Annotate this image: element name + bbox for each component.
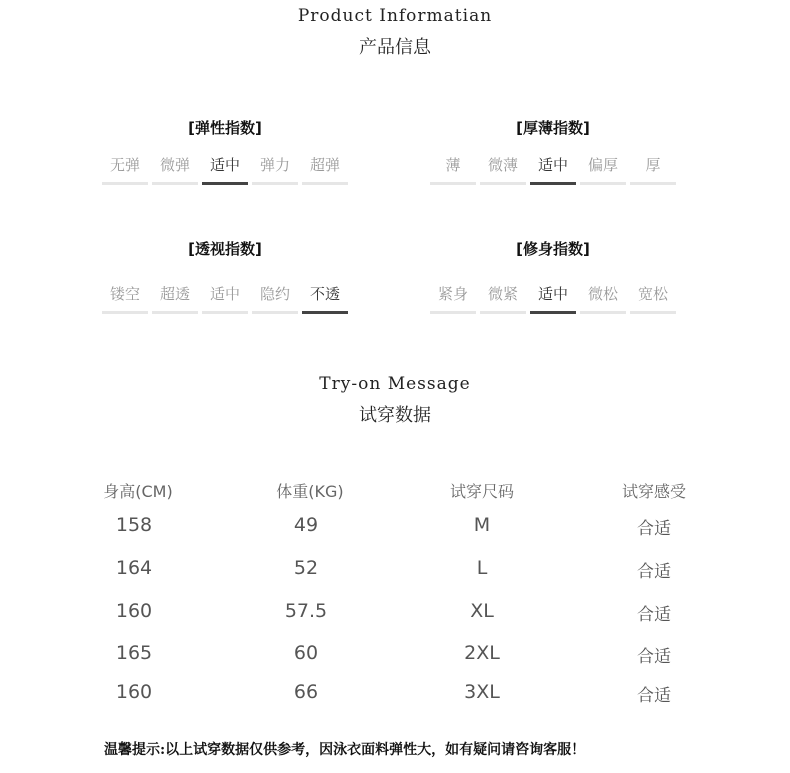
option-item: 微松 xyxy=(580,283,626,314)
transparency-group xyxy=(102,238,348,314)
option-item: 超弹 xyxy=(302,154,348,185)
cell-size: 2XL xyxy=(464,642,500,664)
option-scale xyxy=(102,283,348,314)
cell-height: 160 xyxy=(115,681,153,703)
cell-size: XL xyxy=(470,600,494,622)
cell-height: 165 xyxy=(115,642,153,664)
option-scale xyxy=(430,283,676,314)
table-row xyxy=(78,514,714,539)
cell-weight: 66 xyxy=(293,681,319,703)
group-title: [弹性指数] xyxy=(188,119,262,137)
group-title: [透视指数] xyxy=(188,240,262,258)
cell-size: M xyxy=(473,514,491,536)
cell-weight: 60 xyxy=(293,642,319,664)
option-item-selected: 不透 xyxy=(302,283,348,314)
table-row xyxy=(78,557,714,582)
cell-feeling: 合适 xyxy=(637,519,671,539)
option-item: 厚 xyxy=(630,154,676,185)
option-item: 紧身 xyxy=(430,283,476,314)
tryon-title-cn: 试穿数据 xyxy=(359,405,431,426)
cell-feeling: 合适 xyxy=(637,686,671,706)
table-row xyxy=(78,600,714,625)
option-item: 微弹 xyxy=(152,154,198,185)
header-size: 试穿尺码 xyxy=(449,482,514,501)
cell-height: 160 xyxy=(115,600,153,622)
option-item: 微紧 xyxy=(480,283,526,314)
tryon-table xyxy=(78,479,714,502)
footnote: 温馨提示:以上试穿数据仅供参考，因泳衣面料弹性大，如有疑问请咨询客服！ xyxy=(104,742,586,758)
option-item-selected: 适中 xyxy=(530,283,576,314)
option-scale xyxy=(102,154,348,185)
cell-feeling: 合适 xyxy=(637,605,671,625)
cell-feeling: 合适 xyxy=(637,647,671,667)
option-item: 隐约 xyxy=(252,283,298,314)
option-item: 超透 xyxy=(152,283,198,314)
option-item: 适中 xyxy=(202,283,248,314)
group-title: [修身指数] xyxy=(516,240,590,258)
tryon-title-en: Try-on Message xyxy=(319,374,471,394)
option-item-selected: 适中 xyxy=(530,154,576,185)
cell-size: L xyxy=(476,557,488,579)
option-item: 宽松 xyxy=(630,283,676,314)
cell-height: 164 xyxy=(115,557,153,579)
cell-size: 3XL xyxy=(464,681,500,703)
table-row xyxy=(78,642,714,667)
cell-weight: 49 xyxy=(293,514,319,536)
option-item: 微薄 xyxy=(480,154,526,185)
cell-weight: 57.5 xyxy=(284,600,328,622)
elasticity-group xyxy=(102,117,348,185)
option-item: 弹力 xyxy=(252,154,298,185)
option-item: 薄 xyxy=(430,154,476,185)
cell-height: 158 xyxy=(115,514,153,536)
option-item: 无弹 xyxy=(102,154,148,185)
group-title: [厚薄指数] xyxy=(516,119,590,137)
header-feeling: 试穿感受 xyxy=(621,482,686,501)
option-scale xyxy=(430,154,676,185)
cell-weight: 52 xyxy=(293,557,319,579)
header-height: 身高(CM) xyxy=(103,482,173,501)
product-title-en: Product Informatian xyxy=(297,6,493,26)
cell-feeling: 合适 xyxy=(637,562,671,582)
header-weight: 体重(KG) xyxy=(276,482,344,501)
table-header-row xyxy=(78,479,714,502)
thickness-group xyxy=(430,117,676,185)
product-title-cn: 产品信息 xyxy=(359,37,431,58)
option-item-selected: 适中 xyxy=(202,154,248,185)
table-row xyxy=(78,681,714,706)
fit-group xyxy=(430,238,676,314)
option-item: 偏厚 xyxy=(580,154,626,185)
option-item: 镂空 xyxy=(102,283,148,314)
